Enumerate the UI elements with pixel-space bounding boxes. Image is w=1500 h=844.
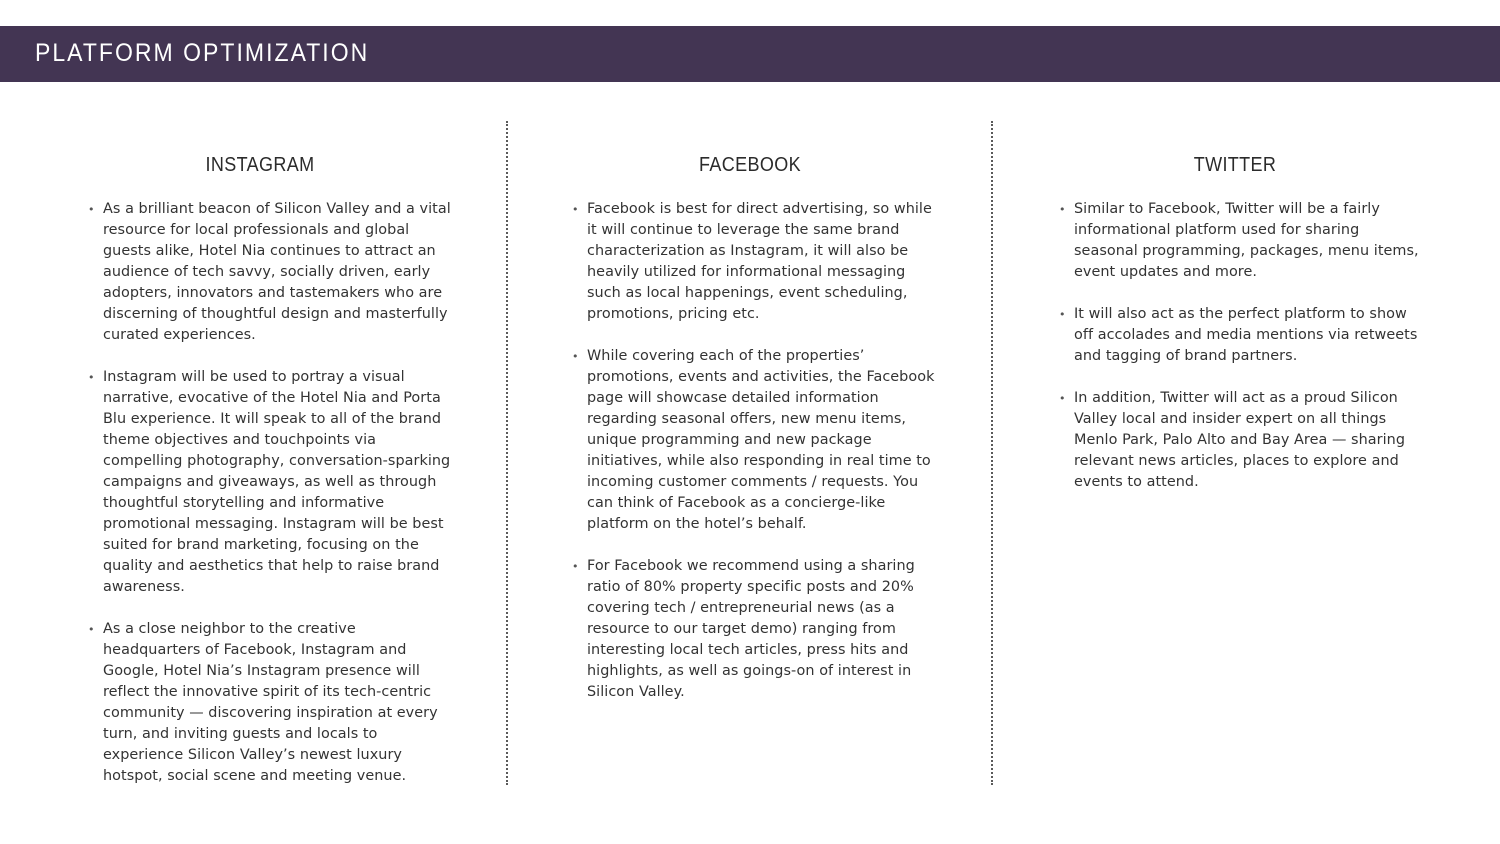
bullet-text: While covering each of the properties’ promotions, events and activities, the Facebook page will showcase detailed information regarding seasonal offers, new menu items, unique programming and new package initiatives, while also responding in real time to incoming customer comments / requests. You can think of Facebook as a concierge-like platform on the hotel’s behalf. xyxy=(587,348,935,532)
bullet-text: For Facebook we recommend using a sharing ratio of 80% property specific posts and 20% covering tech / entrepreneurial news (as a resource to our target demo) ranging from interesting local tech articles, press hits and highlights, as well as goings-on of interest in Silicon Valley. xyxy=(587,558,915,700)
header-bar xyxy=(0,26,1500,82)
bullet-item xyxy=(1059,199,1423,283)
bullet-dot-icon: • xyxy=(572,203,579,216)
column-divider xyxy=(506,121,508,785)
instagram-column xyxy=(88,150,452,787)
bullet-dot-icon: • xyxy=(88,371,95,384)
bullet-dot-icon: • xyxy=(1059,308,1066,321)
bullet-text: Similar to Facebook, Twitter will be a fairly informational platform used for sharing seasonal programming, packages, menu items, event updates and more. xyxy=(1074,201,1419,280)
bullet-item xyxy=(88,619,452,787)
facebook-bullet-list xyxy=(572,199,942,703)
bullet-text: It will also act as the perfect platform to show off accolades and media mentions via retweets and tagging of brand partners. xyxy=(1074,306,1418,364)
page-title: PLATFORM OPTIMIZATION xyxy=(35,39,370,67)
column-divider xyxy=(991,121,993,785)
bullet-dot-icon: • xyxy=(88,623,95,636)
bullet-text: Facebook is best for direct advertising, so while it will continue to leverage the same brand characterization as Instagram, it will also be heavily utilized for informational messaging such as local happenings, event scheduling, promotions, pricing etc. xyxy=(587,201,932,322)
bullet-item xyxy=(88,367,452,598)
bullet-dot-icon: • xyxy=(572,560,579,573)
bullet-dot-icon: • xyxy=(1059,392,1066,405)
bullet-item xyxy=(1059,304,1423,367)
bullet-dot-icon: • xyxy=(88,203,95,216)
bullet-item xyxy=(572,346,942,535)
bullet-item xyxy=(572,199,942,325)
bullet-text: As a close neighbor to the creative headquarters of Facebook, Instagram and Google, Hotel Nia’s Instagram presence will reflect the innovative spirit of its tech-centric community — discovering inspiration at every turn, and inviting guests and locals to experience Silicon Valley’s newest luxury hotspot, social scene and meeting venue. xyxy=(103,621,438,784)
bullet-text: Instagram will be used to portray a visual narrative, evocative of the Hotel Nia and Porta Blu experience. It will speak to all of the brand theme objectives and touchpoints via compelling photography, conversation-sparking campaigns and giveaways, as well as through thoughtful storytelling and informative promotional messaging. Instagram will be best suited for brand marketing, focusing on the quality and aesthetics that help to raise brand awareness. xyxy=(103,369,451,595)
twitter-column xyxy=(1059,150,1423,493)
bullet-item xyxy=(1059,388,1423,493)
twitter-bullet-list xyxy=(1059,199,1423,493)
bullet-dot-icon: • xyxy=(1059,203,1066,216)
facebook-heading: FACEBOOK xyxy=(699,154,801,176)
bullet-text: As a brilliant beacon of Silicon Valley and a vital resource for local professionals and global guests alike, Hotel Nia continues to attract an audience of tech savvy, socially driven, early adopters, innovators and tastemakers who are discerning of thoughtful design and masterfully curated experiences. xyxy=(103,201,451,343)
instagram-heading: INSTAGRAM xyxy=(205,154,315,176)
twitter-heading: TWITTER xyxy=(1193,154,1277,176)
bullet-item xyxy=(88,199,452,346)
bullet-item xyxy=(572,556,942,703)
facebook-column xyxy=(572,150,942,703)
bullet-text: In addition, Twitter will act as a proud Silicon Valley local and insider expert on all things Menlo Park, Palo Alto and Bay Area — sharing relevant news articles, places to explore and events to attend. xyxy=(1074,390,1405,490)
instagram-bullet-list xyxy=(88,199,452,787)
bullet-dot-icon: • xyxy=(572,350,579,363)
